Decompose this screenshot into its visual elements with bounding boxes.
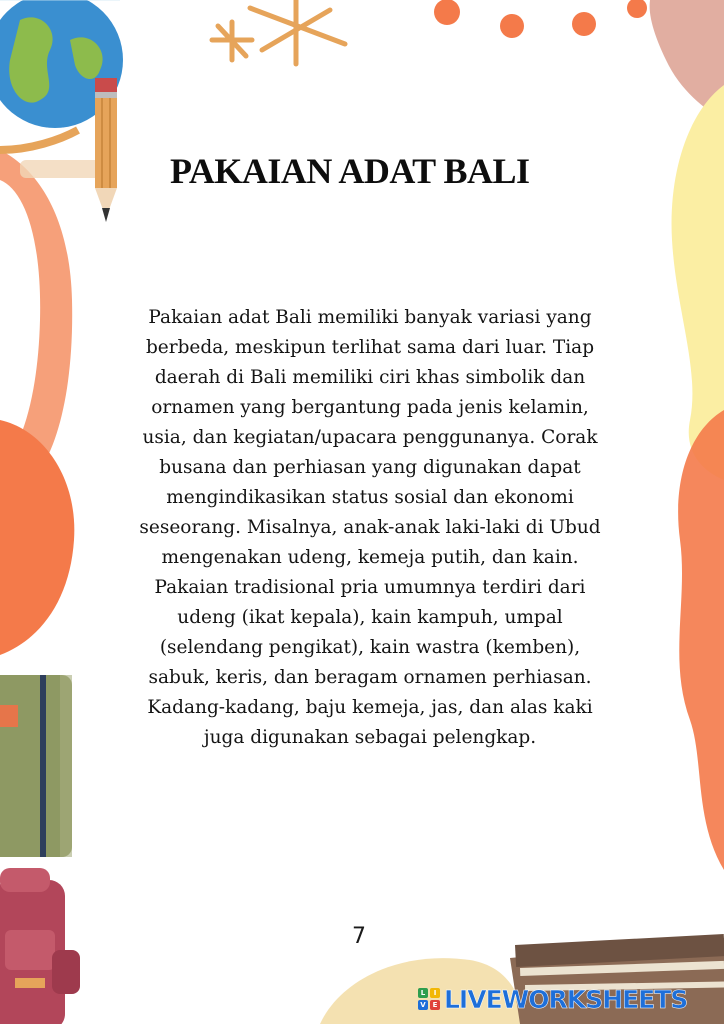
page-title: PAKAIAN ADAT BALI	[170, 151, 530, 191]
paragraph-line: juga digunakan sebagai pelengkap.	[203, 727, 537, 748]
pencil-icon	[95, 78, 117, 222]
paragraph-line: sabuk, keris, dan beragam ornamen perhiasan.	[148, 667, 592, 688]
paragraph-line: udeng (ikat kepala), kain kampuh, umpal	[177, 607, 563, 628]
orange-dot	[434, 0, 460, 25]
orange-dot	[627, 0, 647, 18]
orange-blob-left	[0, 420, 74, 655]
paragraph-line: Pakaian adat Bali memiliki banyak variasi yang	[148, 307, 592, 328]
paragraph-line: (selendang pengikat), kain wastra (kemben),	[159, 637, 581, 658]
orange-dot	[572, 12, 596, 36]
paragraph-line: ornamen yang bergantung pada jenis kelamin,	[151, 397, 589, 418]
sparkle-icon	[212, 0, 345, 64]
paragraph-line: Kadang-kadang, baju kemeja, jas, dan alas kaki	[147, 697, 593, 718]
paragraph-line: busana dan perhiasan yang digunakan dapat	[159, 457, 581, 478]
paragraph-line: seseorang. Misalnya, anak-anak laki-laki di Ubud	[139, 517, 601, 538]
body-paragraph	[92, 303, 648, 753]
liveworksheets-brand[interactable]	[418, 985, 687, 1013]
liveworksheets-logo-icon: L I V E	[418, 988, 440, 1010]
notebook-icon	[0, 675, 72, 857]
orange-dot	[500, 14, 524, 38]
paragraph-line: daerah di Bali memiliki ciri khas simbolik dan	[154, 367, 586, 388]
brand-text: LIVEWORKSHEETS	[444, 984, 688, 1014]
paragraph-line: Pakaian tradisional pria umumnya terdiri dari	[154, 577, 586, 598]
orange-blob-right	[678, 410, 724, 870]
backpack-icon	[0, 868, 80, 1024]
paragraph-line: mengenakan udeng, kemeja putih, dan kain.	[161, 547, 579, 568]
paragraph-line: mengindikasikan status sosial dan ekonomi	[166, 487, 574, 508]
page-number: 7	[352, 924, 366, 949]
paragraph-line: usia, dan kegiatan/upacara penggunanya. Corak	[142, 427, 598, 448]
paragraph-line: berbeda, meskipun terlihat sama dari luar. Tiap	[145, 337, 595, 358]
